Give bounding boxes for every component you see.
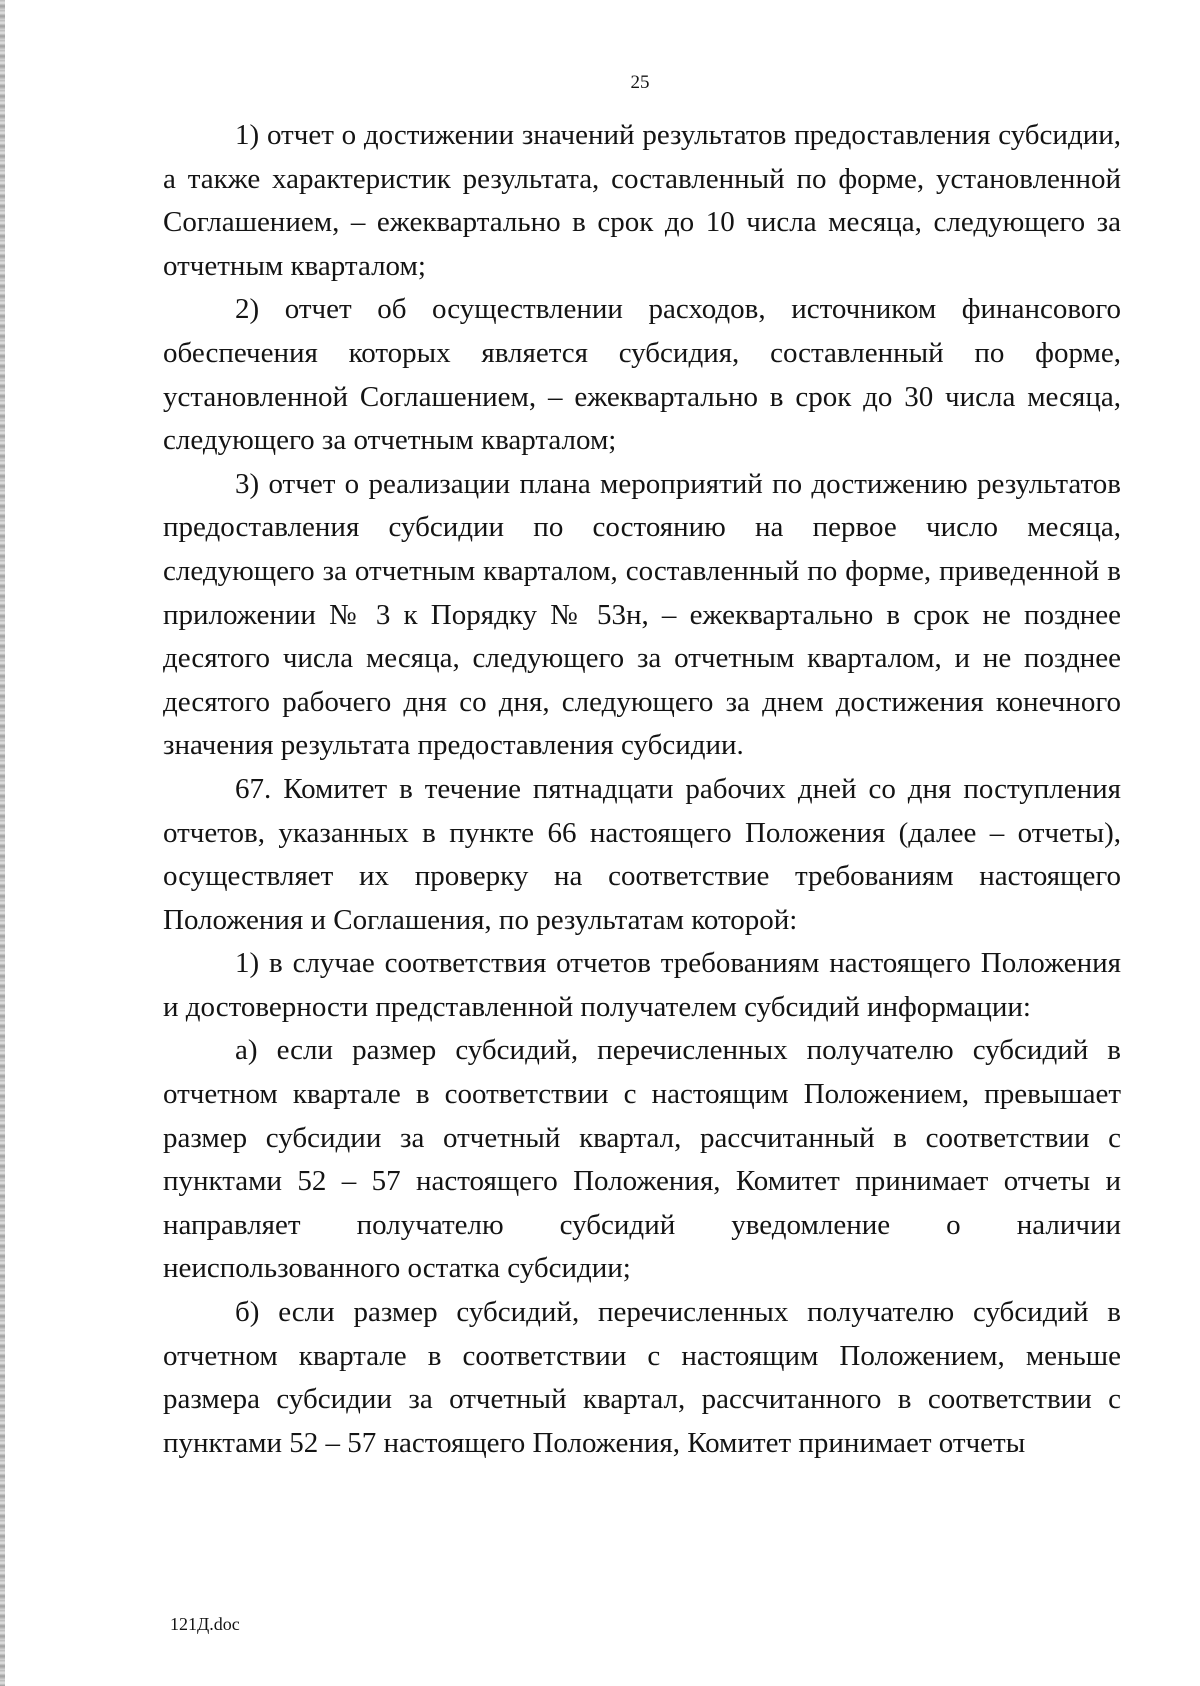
paragraph-subclause-b: б) если размер субсидий, перечисленных получателю субсидий в отчетном квартале в соответствии с настоящим Положением, меньше размера субсидии за отчетный квартал, рассчитанного в соответствии с пунктами 52 – 57 настоящего Положения, Комитет принимает отчеты xyxy=(163,1296,1121,1459)
scan-edge xyxy=(0,0,5,1686)
paragraph-subclause-1: 1) в случае соответствия отчетов требованиям настоящего Положения и достоверности представленной получателем субсидий информации: xyxy=(163,947,1121,1023)
paragraph-clause-67: 67. Комитет в течение пятнадцати рабочих дней со дня поступления отчетов, указанных в пункте 66 настоящего Положения (далее – отчеты), осуществляет их проверку на соответствие требованиям настоящего Положения и Соглашения, по результатам которой: xyxy=(163,772,1121,936)
paragraph-report-results: 1) отчет о достижении значений результатов предоставления субсидии, а также характеристик результата, составленный по форме, установленной Соглашением, – ежеквартально в срок до 10 числа месяца, следующего за отчетным кварталом; xyxy=(163,119,1121,282)
paragraph-subclause-a: а) если размер субсидий, перечисленных получателю субсидий в отчетном квартале в соответствии с настоящим Положением, превышает размер субсидии за отчетный квартал, рассчитанный в соответствии с пунктами 52 – 57 настоящего Положения, Комитет принимает отчеты и направляет получателю субсидий уведомление о наличии неиспользованного остатка субсидии; xyxy=(163,1034,1121,1285)
footer-filename: 121Д.doc xyxy=(170,1614,240,1634)
paragraph-report-expenses: 2) отчет об осуществлении расходов, источником финансового обеспечения которых является субсидия, составленный по форме, установленной Соглашением, – ежеквартально в срок до 30 числа месяца, следующего за отчетным кварталом; xyxy=(163,293,1121,457)
document-body xyxy=(163,114,1121,1465)
paragraph-report-action-plan: 3) отчет о реализации плана мероприятий по достижению результатов предоставления субсидии по состоянию на первое число месяца, следующего за отчетным кварталом, составленный по форме, приведенной в приложении № 3 к Порядку № 53н, – ежеквартально в срок не позднее десятого числа месяца, следующего за отчетным кварталом, и не позднее десятого рабочего дня со дня, следующего за днем достижения конечного значения результата предоставления субсидии. xyxy=(163,467,1121,762)
page-number: 25 xyxy=(630,72,650,93)
